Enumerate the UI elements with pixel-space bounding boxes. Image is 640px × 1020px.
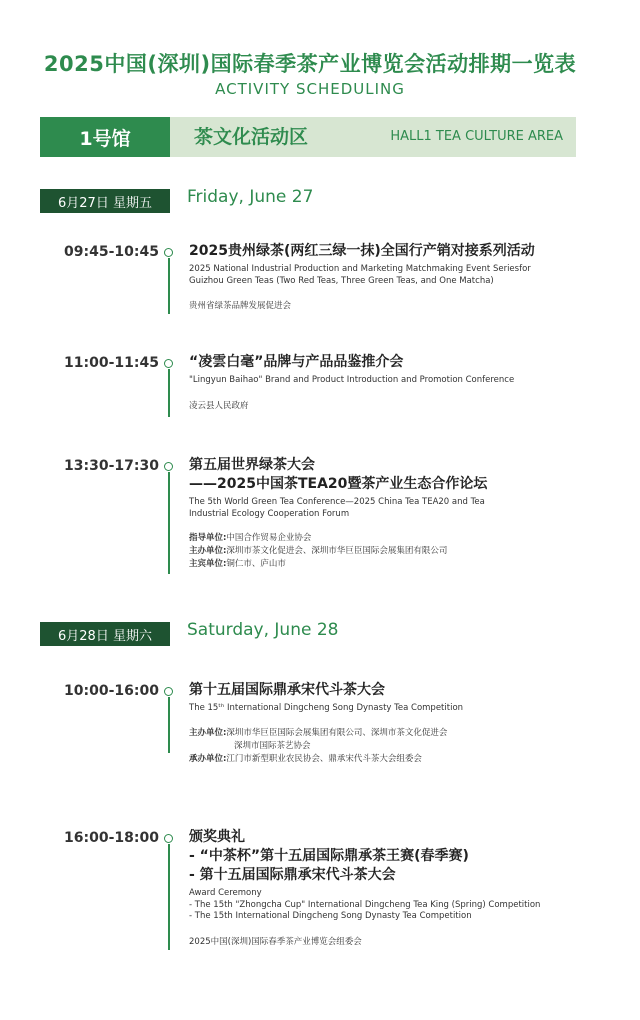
day-date-cn: 6月27日 星期五 [40, 189, 170, 213]
event-title-en: The 15ᵗʰ International Dingcheng Song Dynasty Tea Competition [189, 703, 464, 713]
day-date-cn: 6月28日 星期六 [40, 622, 170, 646]
hall-area-en: HALL1 TEA CULTURE AREA [390, 129, 563, 144]
hall-banner [40, 117, 576, 157]
hall-number: 1号馆 [40, 117, 170, 157]
event-title: “凌雲白毫”品牌与产品品鉴推介会 [189, 354, 404, 370]
event-organizers: 指导单位:中国合作贸易企业协会 主办单位:深圳市茶文化促进会、深圳市华巨臣国际会展集团有限公司 主宾单位:铜仁市、庐山市 [189, 533, 448, 569]
event-organizer: 贵州省绿茶品牌发展促进会 [189, 301, 292, 311]
day-date-en: Saturday, June 28 [187, 620, 339, 640]
timeline-line [168, 697, 170, 753]
event-title: 颁奖典礼 - “中茶杯”第十五届国际鼎承茶王赛(春季赛) - 第十五届国际鼎承宋代斗茶大会 [189, 829, 469, 883]
timeline-line [168, 844, 170, 950]
event-time: 09:45-10:45 [64, 244, 159, 260]
event-title-en: 2025 National Industrial Production and Marketing Matchmaking Event Seriesfor Guizhou Green Teas (Two Red Teas, Three Green Teas, and One Matcha) [189, 264, 531, 286]
page-title: 2025中国(深圳)国际春季茶产业博览会活动排期一览表 [43, 52, 577, 76]
day-date-en: Friday, June 27 [187, 187, 314, 207]
event-title: 第十五届国际鼎承宋代斗茶大会 [189, 682, 385, 698]
event-time: 13:30-17:30 [64, 458, 159, 474]
event-time: 10:00-16:00 [64, 683, 159, 699]
event-title-en: The 5th World Green Tea Conference—2025 China Tea TEA20 and Tea Industrial Ecology Cooperation Forum [189, 497, 485, 519]
event-organizers: 主办单位:深圳市华巨臣国际会展集团有限公司、深圳市茶文化促进会 深圳市国际茶艺协会 承办单位:江门市新型职业农民协会、鼎承宋代斗茶大会组委会 [189, 727, 448, 764]
timeline-dot-icon [164, 359, 173, 368]
event-organizer: 2025中国(深圳)国际春季茶产业博览会组委会 [189, 936, 362, 947]
event-title-en: "Lingyun Baihao" Brand and Product Introduction and Promotion Conference [189, 375, 515, 385]
event-title: 第五届世界绿茶大会 ——2025中国茶TEA20暨茶产业生态合作论坛 [189, 457, 488, 492]
timeline-dot-icon [164, 248, 173, 257]
event-time: 16:00-18:00 [64, 830, 159, 846]
event-title-en: Award Ceremony - The 15th "Zhongcha Cup" International Dingcheng Tea King (Spring) Competition - The 15th International Dingcheng Song Dynasty Tea Competition [189, 888, 541, 921]
timeline-line [168, 369, 170, 417]
timeline-dot-icon [164, 834, 173, 843]
timeline-dot-icon [164, 687, 173, 696]
timeline-dot-icon [164, 462, 173, 471]
page-subtitle: ACTIVITY SCHEDULING [215, 80, 405, 98]
event-time: 11:00-11:45 [64, 355, 159, 371]
timeline-line [168, 472, 170, 574]
event-organizer: 凌云县人民政府 [189, 400, 249, 411]
hall-area-cn: 茶文化活动区 [194, 126, 309, 148]
timeline-line [168, 258, 170, 314]
event-title: 2025贵州绿茶(两红三绿一抹)全国行产销对接系列活动 [189, 243, 535, 259]
